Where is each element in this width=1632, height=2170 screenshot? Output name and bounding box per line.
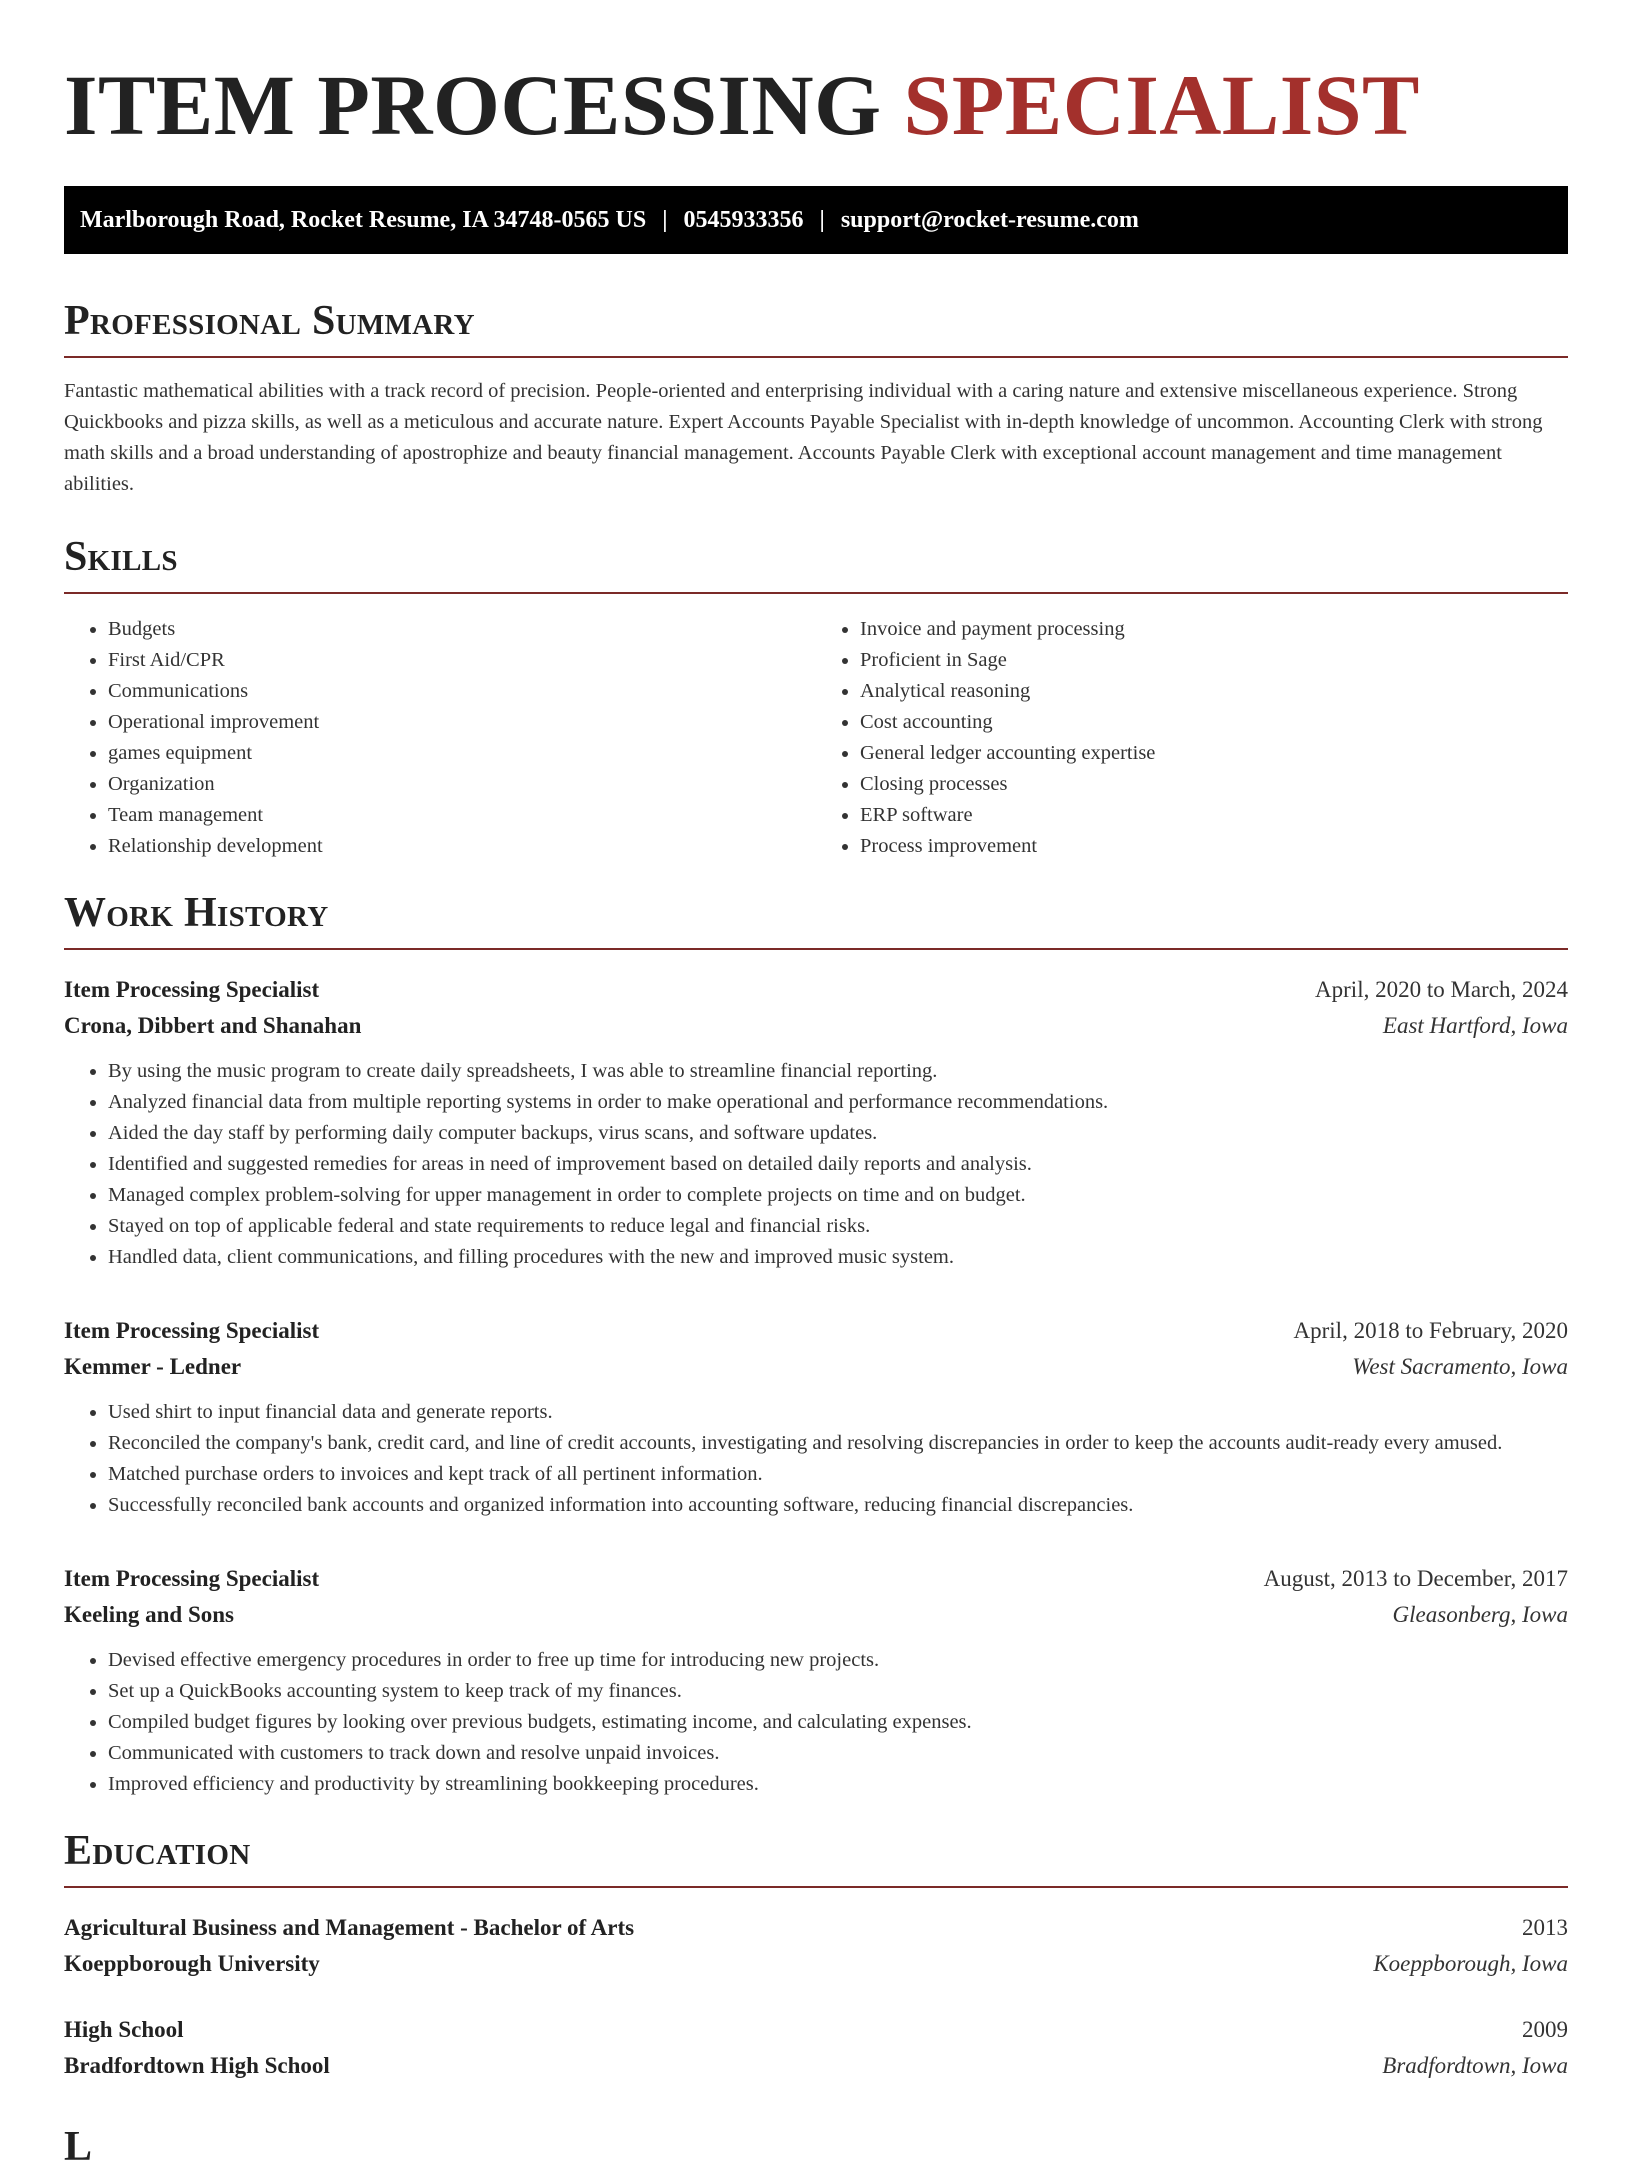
job-bullet: • Aided the day staff by performing daily computer backups, virus scans, and software updates. bbox=[108, 1118, 1568, 1149]
job-dates: April, 2020 to March, 2024 bbox=[1315, 977, 1568, 1002]
contact-separator: | bbox=[819, 206, 825, 233]
contact-phone: 0545933356 bbox=[683, 206, 804, 233]
job-company: Kemmer - Ledner bbox=[64, 1354, 242, 1379]
resume-title bbox=[64, 57, 1568, 153]
job-bullet: • Set up a QuickBooks accounting system to keep track of my finances. bbox=[108, 1676, 1568, 1707]
job-company-row bbox=[64, 1008, 1568, 1044]
job-bullet: • Identified and suggested remedies for areas in need of improvement based on detailed daily reports and analysis. bbox=[108, 1149, 1568, 1180]
skill-item: • Invoice and payment processing bbox=[860, 614, 1568, 645]
job-title-row bbox=[64, 1561, 1568, 1597]
contact-bar bbox=[64, 186, 1568, 254]
job-company: Keeling and Sons bbox=[64, 1602, 234, 1627]
skills-columns bbox=[64, 614, 1568, 862]
skills-section bbox=[64, 536, 1568, 862]
job-bullet: • Used shirt to input financial data and generate reports. bbox=[108, 1397, 1568, 1428]
job-title-row bbox=[64, 972, 1568, 1008]
skill-item: • Organization bbox=[108, 769, 816, 800]
job-bullets bbox=[64, 1056, 1568, 1273]
education-year: 2013 bbox=[1522, 1915, 1568, 1940]
education-degree-row bbox=[64, 2012, 1568, 2048]
job-bullet: • Communicated with customers to track down and resolve unpaid invoices. bbox=[108, 1738, 1568, 1769]
skill-item: • Closing processes bbox=[860, 769, 1568, 800]
contact-address: Marlborough Road, Rocket Resume, IA 34748-0565 US bbox=[80, 206, 647, 233]
education-school: Koeppborough University bbox=[64, 1951, 320, 1976]
education-school: Bradfordtown High School bbox=[64, 2053, 330, 2078]
education-location: Koeppborough, Iowa bbox=[1373, 1951, 1568, 1976]
skill-item: • Proficient in Sage bbox=[860, 645, 1568, 676]
job-entry bbox=[64, 1561, 1568, 1800]
education-location: Bradfordtown, Iowa bbox=[1382, 2053, 1568, 2078]
job-location: Gleasonberg, Iowa bbox=[1392, 1602, 1568, 1627]
title-main: ITEM PROCESSING bbox=[64, 57, 882, 153]
summary-section bbox=[64, 300, 1568, 500]
contact-email[interactable]: support@rocket-resume.com bbox=[840, 206, 1139, 233]
skill-item: • Process improvement bbox=[860, 831, 1568, 862]
job-company: Crona, Dibbert and Shanahan bbox=[64, 1013, 362, 1038]
title-accent: SPECIALIST bbox=[903, 57, 1420, 153]
job-bullet: • By using the music program to create daily spreadsheets, I was able to streamline financial reporting. bbox=[108, 1056, 1568, 1087]
skills-list-left bbox=[64, 614, 816, 862]
section-heading-partial: L bbox=[64, 2124, 93, 2170]
summary-text: Fantastic mathematical abilities with a track record of precision. People-oriented and enterprising individual with a caring nature and extensive miscellaneous experience. Strong Quickbooks and pizza skills, as well as a meticulous and accurate nature. Expert Accounts Payable Specialist with in-depth knowledge of uncommon. Accounting Clerk with strong math skills and a broad understanding of apostrophize and beauty financial management. Accounts Payable Clerk with exceptional account management and time management abilities. bbox=[64, 380, 1543, 495]
job-entry bbox=[64, 972, 1568, 1273]
job-bullet: • Compiled budget figures by looking over previous budgets, estimating income, and calculating expenses. bbox=[108, 1707, 1568, 1738]
skill-item: • Communications bbox=[108, 676, 816, 707]
education-entry bbox=[64, 1910, 1568, 1982]
job-bullet: • Reconciled the company's bank, credit card, and line of credit accounts, investigating and resolving discrepancies in order to keep the accounts audit-ready every amused. bbox=[108, 1428, 1568, 1459]
skill-item: • First Aid/CPR bbox=[108, 645, 816, 676]
job-title: Item Processing Specialist bbox=[64, 977, 320, 1002]
skill-item: • Operational improvement bbox=[108, 707, 816, 738]
job-bullet: • Analyzed financial data from multiple reporting systems in order to make operational and performance recommendations. bbox=[108, 1087, 1568, 1118]
job-bullet: • Successfully reconciled bank accounts and organized information into accounting software, reducing financial discrepancies. bbox=[108, 1490, 1568, 1521]
job-location: West Sacramento, Iowa bbox=[1352, 1354, 1568, 1379]
section-heading-summary: Professional Summary bbox=[64, 300, 1568, 358]
section-heading-skills: Skills bbox=[64, 536, 1568, 594]
contact-separator: | bbox=[662, 206, 668, 233]
job-dates: April, 2018 to February, 2020 bbox=[1293, 1318, 1568, 1343]
skill-item: • Analytical reasoning bbox=[860, 676, 1568, 707]
job-bullets bbox=[64, 1397, 1568, 1521]
education-degree: High School bbox=[64, 2017, 184, 2042]
skill-item: • games equipment bbox=[108, 738, 816, 769]
job-location: East Hartford, Iowa bbox=[1382, 1013, 1568, 1038]
skill-item: • ERP software bbox=[860, 800, 1568, 831]
skill-item: • General ledger accounting expertise bbox=[860, 738, 1568, 769]
education-degree: Agricultural Business and Management - Bachelor of Arts bbox=[64, 1915, 635, 1940]
education-school-row bbox=[64, 1946, 1568, 1982]
job-title-row bbox=[64, 1313, 1568, 1349]
job-title: Item Processing Specialist bbox=[64, 1566, 320, 1591]
work-history-section bbox=[64, 892, 1568, 1800]
skill-item: • Team management bbox=[108, 800, 816, 831]
job-bullet: • Managed complex problem-solving for upper management in order to complete projects on time and on budget. bbox=[108, 1180, 1568, 1211]
skill-item: • Relationship development bbox=[108, 831, 816, 862]
skills-list-right bbox=[816, 614, 1568, 862]
education-school-row bbox=[64, 2048, 1568, 2084]
skill-item: • Cost accounting bbox=[860, 707, 1568, 738]
job-bullet: • Improved efficiency and productivity by streamlining bookkeeping procedures. bbox=[108, 1769, 1568, 1800]
job-bullet: • Handled data, client communications, and filling procedures with the new and improved music system. bbox=[108, 1242, 1568, 1273]
job-entry bbox=[64, 1313, 1568, 1521]
job-bullet: • Devised effective emergency procedures in order to free up time for introducing new projects. bbox=[108, 1645, 1568, 1676]
job-bullet: • Matched purchase orders to invoices and kept track of all pertinent information. bbox=[108, 1459, 1568, 1490]
job-title: Item Processing Specialist bbox=[64, 1318, 320, 1343]
section-heading-work: Work History bbox=[64, 892, 1568, 950]
education-entry bbox=[64, 2012, 1568, 2084]
job-dates: August, 2013 to December, 2017 bbox=[1263, 1566, 1568, 1591]
section-heading-education: Education bbox=[64, 1830, 1568, 1888]
job-bullets bbox=[64, 1645, 1568, 1800]
skill-item: • Budgets bbox=[108, 614, 816, 645]
job-company-row bbox=[64, 1349, 1568, 1385]
education-section bbox=[64, 1830, 1568, 2084]
education-degree-row bbox=[64, 1910, 1568, 1946]
job-bullet: • Stayed on top of applicable federal and state requirements to reduce legal and financial risks. bbox=[108, 1211, 1568, 1242]
education-year: 2009 bbox=[1522, 2017, 1568, 2042]
job-company-row bbox=[64, 1597, 1568, 1633]
